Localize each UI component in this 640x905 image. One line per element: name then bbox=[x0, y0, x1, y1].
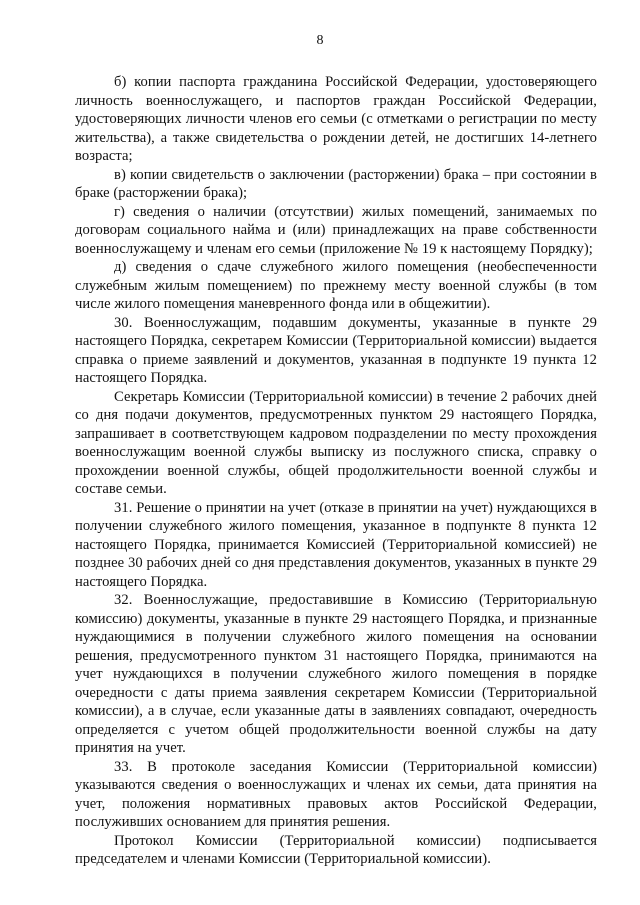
paragraph-30: 30. Военнослужащим, подавшим документы, указанные в пункте 29 настоящего Порядка, секретарем Комиссии (Территориальной комиссии) выдается справка о приеме заявлений и документов, указанная в подпункте 19 пункта 12 настоящего Порядка. bbox=[75, 314, 597, 386]
paragraph-30-secretary: Секретарь Комиссии (Территориальной комиссии) в течение 2 рабочих дней со дня подачи документов, предусмотренных пунктом 29 настоящего Порядка, запрашивает в соответствующем кадровом подразделении по месту прохождения военнослужащим военной службы выписку из послужного списка, справку о прохождении военной службы, общей продолжительности военной службы и составе семьи. bbox=[75, 388, 597, 497]
page-number: 8 bbox=[316, 33, 324, 48]
paragraph-d-service-housing: д) сведения о сдаче служебного жилого помещения (необеспеченности служебным жилым помещением) по прежнему месту военной службы (в том числе жилого помещения маневренного фонда или в общежитии). bbox=[75, 259, 597, 312]
document-body bbox=[75, 73, 597, 869]
paragraph-31: 31. Решение о принятии на учет (отказе в принятии на учет) нуждающихся в получении служебного жилого помещения, указанное в подпункте 8 пункта 12 настоящего Порядка, принимается Комиссией (Территориальной комиссией) не позднее 30 рабочих дней со дня представления документов, указанных в пункте 29 настоящего Порядка. bbox=[75, 499, 597, 590]
paragraph-b-passport-copies: б) копии паспорта гражданина Российской Федерации, удостоверяющего личность военнослужащего, и паспортов граждан Российской Федерации, удостоверяющих личности членов его семьи (с отметками о регистрации по месту жительства), а также свидетельства о рождении детей, не достигших 14-летнего возраста; bbox=[75, 74, 597, 164]
paragraph-v-marriage-certificates: в) копии свидетельств о заключении (расторжении) брака – при состоянии в браке (расторжении брака); bbox=[75, 166, 597, 201]
paragraph-33: 33. В протоколе заседания Комиссии (Территориальной комиссии) указываются сведения о военнослужащих и членах их семьи, дата принятия на учет, положения нормативных правовых актов Российской Федерации, послуживших основанием для принятия решения. bbox=[75, 758, 597, 830]
paragraph-g-housing-info: г) сведения о наличии (отсутствии) жилых помещений, занимаемых по договорам социального найма и (или) принадлежащих на праве собственности военнослужащему и членам его семьи (приложение № 19 к настоящему Порядку); bbox=[75, 203, 597, 257]
paragraph-33-protocol: Протокол Комиссии (Территориальной комиссии) подписывается председателем и членами Комиссии (Территориальной комиссии). bbox=[75, 832, 597, 867]
paragraph-32: 32. Военнослужащие, предоставившие в Комиссию (Территориальную комиссию) документы, указанные в пункте 29 настоящего Порядка, и признанные нуждающимися в получении служебного жилого помещения на основании решения, предусмотренного пунктом 31 настоящего Порядка, принимаются на учет нуждающихся в получении служебного жилого помещения в порядке очередности с даты приема заявления секретарем Комиссии (Территориальной комиссии), а в случае, если указанные даты в заявлениях совпадают, очередность определяется с учетом общей продолжительности военной службы на дату принятия на учет. bbox=[75, 592, 597, 756]
